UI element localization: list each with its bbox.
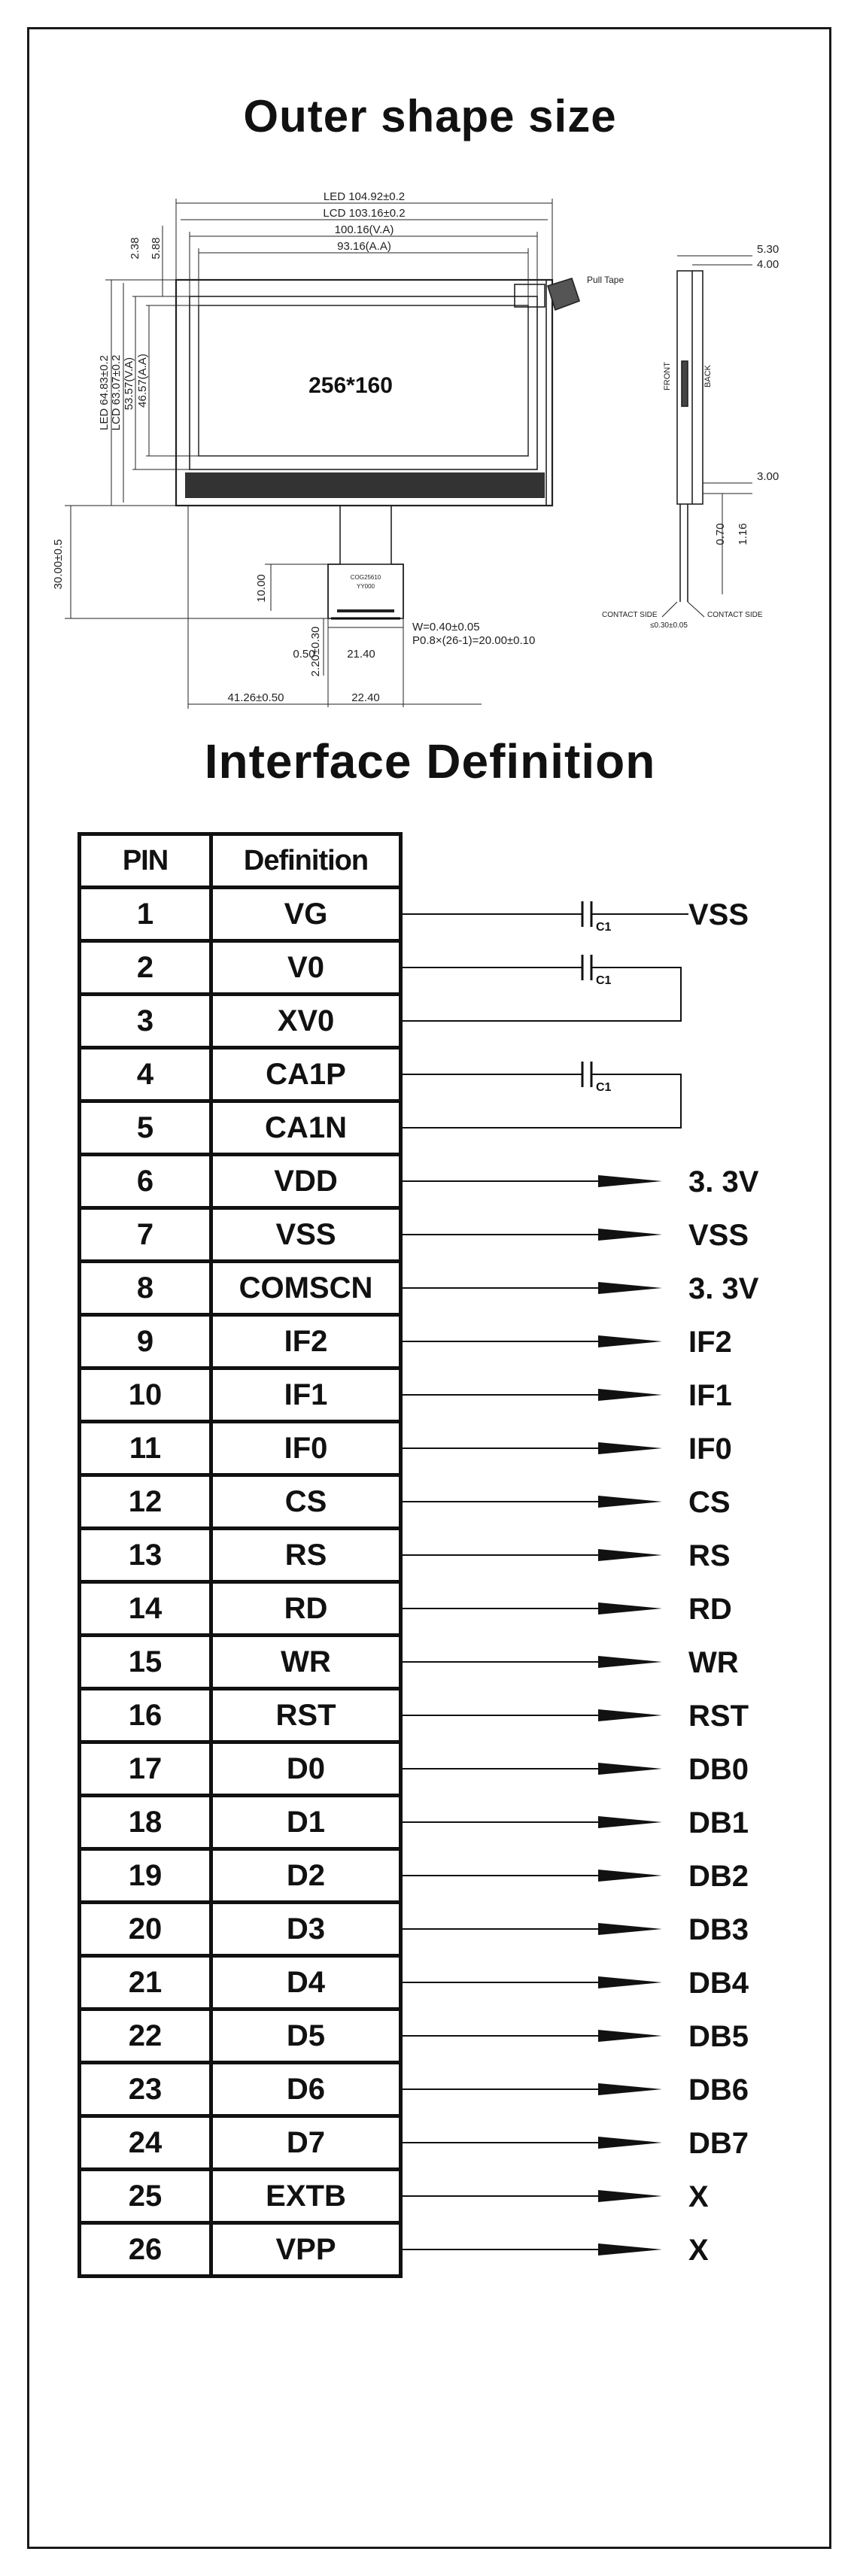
signal-target: DB5: [688, 2020, 749, 2053]
capacitor-label: C1: [596, 921, 612, 934]
back-label: BACK: [703, 365, 713, 387]
arrow-head: [598, 1549, 662, 1561]
pin-definition: D3: [211, 1903, 401, 1956]
dim-5-88: 5.88: [150, 237, 163, 260]
contact-side-right: CONTACT SIDE: [707, 611, 763, 619]
signal-target: DB6: [688, 2073, 749, 2107]
pin-number: 8: [80, 1262, 211, 1315]
signal-target: DB3: [688, 1913, 749, 1946]
pin-definition: COMSCN: [211, 1262, 401, 1315]
dim-pitch: P0.8×(26-1)=20.00±0.10: [412, 634, 536, 647]
arrow-head: [598, 1816, 662, 1828]
pin-number: 20: [80, 1903, 211, 1956]
signal-target: DB1: [688, 1806, 749, 1839]
pin-number: 11: [80, 1422, 211, 1475]
signal-target: 3. 3V: [688, 1272, 759, 1305]
arrow-head: [598, 1602, 662, 1615]
signal-target: RS: [688, 1539, 731, 1572]
pin-definition: RD: [211, 1582, 401, 1636]
pin-number: 10: [80, 1368, 211, 1422]
capacitor-label: C1: [596, 1081, 612, 1094]
dim-10-00: 10.00: [255, 574, 268, 603]
pin-definition: EXTB: [211, 2170, 401, 2223]
pin-number: 18: [80, 1796, 211, 1849]
pin-number: 26: [80, 2223, 211, 2277]
pin-definition: VDD: [211, 1155, 401, 1208]
pin-definition: WR: [211, 1636, 401, 1689]
resolution-label: 256*160: [308, 373, 393, 398]
signal-target: X: [688, 2234, 709, 2267]
dim-0-70: 0.70: [714, 523, 727, 545]
pin-definition: D0: [211, 1742, 401, 1796]
pin-definition: VPP: [211, 2223, 401, 2277]
dim-va-width: 100.16(V.A): [334, 223, 394, 236]
pin-number: 9: [80, 1315, 211, 1368]
pin-number: 7: [80, 1208, 211, 1262]
pin-definition: D2: [211, 1849, 401, 1903]
outer-shape-title: Outer shape size: [243, 91, 617, 141]
arrow-head: [598, 1335, 662, 1347]
fpc-marking-1: COG25610: [350, 574, 381, 581]
dim-41-26: 41.26±0.50: [227, 691, 284, 704]
pin-definition: D4: [211, 1956, 401, 2009]
dim-22-40: 22.40: [351, 691, 380, 704]
dim-fpc-length: 30.00±0.5: [52, 539, 65, 590]
arrow-head: [598, 2030, 662, 2042]
signal-target: DB7: [688, 2127, 749, 2160]
arrow-head: [598, 1442, 662, 1454]
pin-number: 12: [80, 1475, 211, 1529]
pin-number: 23: [80, 2063, 211, 2116]
signal-target: DB0: [688, 1753, 749, 1786]
pin-definition: IF2: [211, 1315, 401, 1368]
pin-definition: VG: [211, 888, 401, 941]
pin-definition: IF1: [211, 1368, 401, 1422]
pin-definition: D6: [211, 2063, 401, 2116]
arrow-head: [598, 1175, 662, 1187]
signal-target: CS: [688, 1486, 731, 1519]
signal-target: DB4: [688, 1967, 749, 2000]
signal-target: IF2: [688, 1326, 732, 1359]
arrow-head: [598, 1763, 662, 1775]
arrow-head: [598, 1709, 662, 1721]
arrow-head: [598, 1870, 662, 1882]
contact-tolerance: ≤0.30±0.05: [650, 621, 688, 630]
header-definition: Definition: [211, 834, 401, 888]
pin-number: 1: [80, 888, 211, 941]
pin-number: 6: [80, 1155, 211, 1208]
header-pin: PIN: [80, 834, 211, 888]
pin-number: 22: [80, 2009, 211, 2063]
signal-target: VSS: [688, 898, 749, 931]
pin-number: 4: [80, 1048, 211, 1101]
interface-definition-title: Interface Definition: [204, 734, 656, 788]
arrow-head: [598, 1496, 662, 1508]
pin-definition: IF0: [211, 1422, 401, 1475]
pin-number: 24: [80, 2116, 211, 2170]
capacitor-label: C1: [596, 974, 612, 987]
arrow-head: [598, 1923, 662, 1935]
contact-side-left: CONTACT SIDE: [602, 611, 658, 619]
dim-aa-height: 46.57(A.A): [136, 354, 149, 408]
wire: [399, 968, 681, 1021]
pin-definition: VSS: [211, 1208, 401, 1262]
dim-2-38: 2.38: [129, 237, 141, 260]
pin-definition: CS: [211, 1475, 401, 1529]
dim-aa-width: 93.16(A.A): [337, 240, 391, 253]
dim-3-00: 3.00: [757, 470, 779, 483]
arrow-head: [598, 2243, 662, 2256]
arrow-head: [598, 2190, 662, 2202]
pin-definition: CA1P: [211, 1048, 401, 1101]
pin-number: 25: [80, 2170, 211, 2223]
signal-target: X: [688, 2180, 709, 2213]
wire: [399, 1074, 681, 1128]
pin-number: 5: [80, 1101, 211, 1155]
pin-definition: RST: [211, 1689, 401, 1742]
pull-tape-label: Pull Tape: [587, 275, 624, 285]
pin-definition: D7: [211, 2116, 401, 2170]
dim-lcd-width: LCD 103.16±0.2: [323, 207, 406, 220]
arrow-head: [598, 2137, 662, 2149]
arrow-head: [598, 2083, 662, 2095]
front-label: FRONT: [663, 362, 672, 390]
arrow-head: [598, 1389, 662, 1401]
arrow-head: [598, 1229, 662, 1241]
arrow-head: [598, 1656, 662, 1668]
pin-definition: XV0: [211, 995, 401, 1048]
pin-definition: V0: [211, 941, 401, 995]
pin-number: 2: [80, 941, 211, 995]
signal-target: IF0: [688, 1432, 732, 1466]
signal-target: IF1: [688, 1379, 732, 1412]
signal-target: WR: [688, 1646, 739, 1679]
dim-2-20: 2.20±0.30: [309, 626, 322, 677]
pin-number: 13: [80, 1529, 211, 1582]
dim-va-height: 53.57(V.A): [123, 357, 135, 411]
dim-4-00: 4.00: [757, 258, 779, 271]
pin-number: 21: [80, 1956, 211, 2009]
signal-target: DB2: [688, 1860, 749, 1893]
pin-number: 19: [80, 1849, 211, 1903]
dim-5-30: 5.30: [757, 243, 779, 256]
pin-definition: D1: [211, 1796, 401, 1849]
signal-target: VSS: [688, 1219, 749, 1252]
arrow-head: [598, 1282, 662, 1294]
pin-definition: CA1N: [211, 1101, 401, 1155]
fpc-marking-2: YY000: [356, 583, 375, 590]
dim-pitch-width: W=0.40±0.05: [412, 621, 480, 633]
dim-led-height: LED 64.83±0.2: [98, 355, 111, 430]
pin-number: 17: [80, 1742, 211, 1796]
pin-number: 16: [80, 1689, 211, 1742]
dim-lcd-height: LCD 63.07±0.2: [110, 354, 123, 431]
dim-1-16: 1.16: [737, 523, 749, 545]
signal-target: RST: [688, 1700, 749, 1733]
dim-0-50: 0.50: [293, 648, 315, 661]
pin-definition: RS: [211, 1529, 401, 1582]
dim-21-40: 21.40: [347, 648, 375, 661]
pin-definition: D5: [211, 2009, 401, 2063]
pin-number: 15: [80, 1636, 211, 1689]
dim-led-width: LED 104.92±0.2: [323, 190, 406, 203]
signal-target: RD: [688, 1593, 732, 1626]
arrow-head: [598, 1976, 662, 1988]
pin-number: 3: [80, 995, 211, 1048]
pin-number: 14: [80, 1582, 211, 1636]
signal-target: 3. 3V: [688, 1165, 759, 1198]
